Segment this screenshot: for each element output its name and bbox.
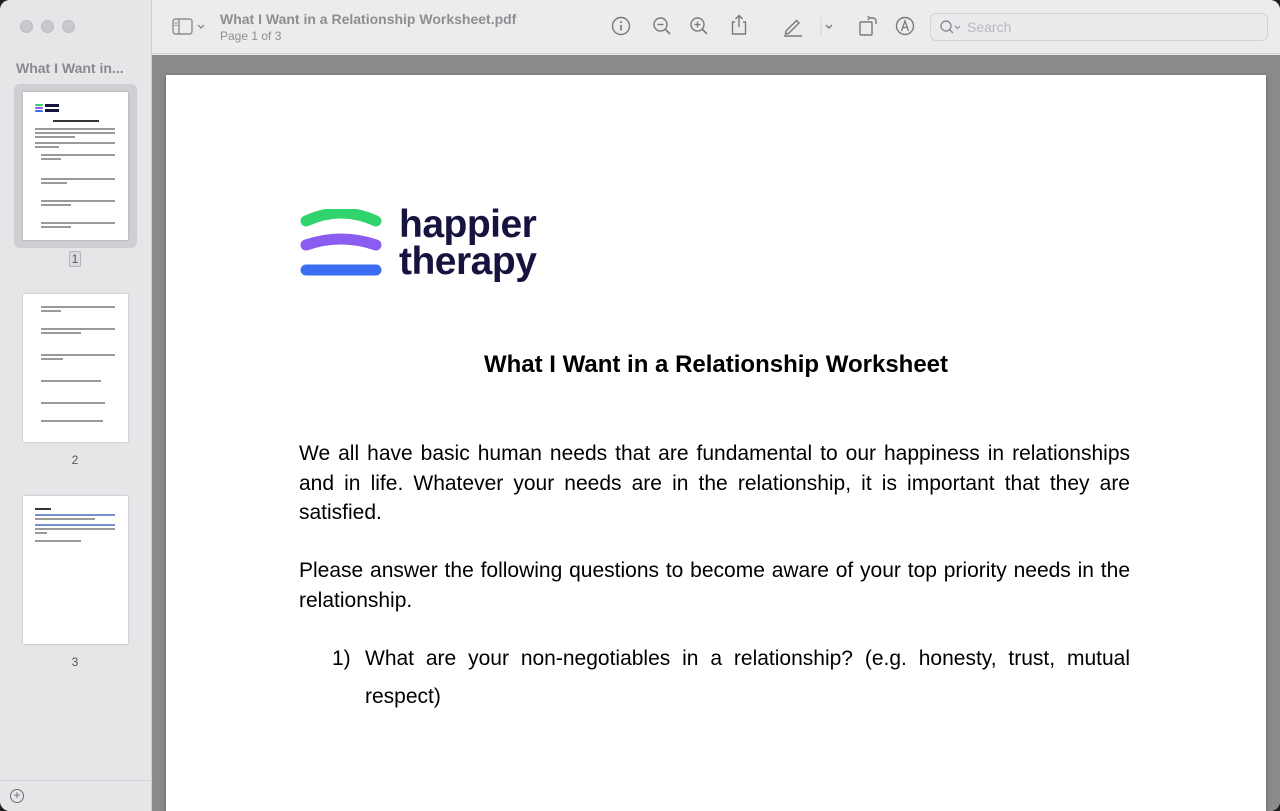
window-controls xyxy=(20,20,75,33)
rotate-button[interactable] xyxy=(857,15,879,37)
thumbnail-page-3[interactable] xyxy=(14,488,137,652)
markup-options-button[interactable] xyxy=(820,15,836,37)
question-number: 1) xyxy=(332,647,351,670)
zoom-in-button[interactable] xyxy=(688,15,710,37)
document-viewer[interactable] xyxy=(152,55,1280,811)
instructions-paragraph: Please answer the following questions to become aware of your top priority needs in the relationship. xyxy=(299,559,1130,612)
zoom-window-button[interactable] xyxy=(62,20,75,33)
add-page-button[interactable]: + xyxy=(10,789,24,803)
thumbnail-page-number: 1 xyxy=(69,251,81,267)
chevron-down-icon xyxy=(820,15,836,37)
sidebar-toggle-button[interactable] xyxy=(172,17,208,42)
rotate-icon xyxy=(857,15,879,37)
thumbnail-page-number: 2 xyxy=(71,453,79,467)
document-title: What I Want in a Relationship Worksheet.pdf xyxy=(220,11,517,27)
brand-line-2: therapy xyxy=(399,240,537,283)
share-button[interactable] xyxy=(728,13,750,35)
zoom-in-icon xyxy=(688,15,710,37)
close-window-button[interactable] xyxy=(20,20,33,33)
search-icon xyxy=(939,19,963,42)
minimize-window-button[interactable] xyxy=(41,20,54,33)
sidebar-title: What I Want in... xyxy=(16,60,124,76)
toolbar xyxy=(152,0,1280,54)
thumbnail-sidebar xyxy=(0,0,152,811)
sidebar-icon xyxy=(172,17,208,37)
intro-paragraph: We all have basic human needs that are fundamental to our happiness in relationships and in life. Whatever your needs are in the relationship, it is important that they are satisfied. xyxy=(299,442,1130,524)
sidebar-divider xyxy=(0,780,152,781)
thumbnail-image xyxy=(23,92,128,240)
search-input[interactable] xyxy=(967,19,1247,35)
thumbnail-image xyxy=(23,294,128,442)
brand-line-1: happier xyxy=(399,203,537,246)
search-field[interactable] xyxy=(930,13,1268,41)
thumbnail-page-2[interactable] xyxy=(14,286,137,450)
happier-therapy-logo-icon xyxy=(300,209,384,279)
pdf-page xyxy=(166,75,1266,811)
markup-circle-icon xyxy=(894,15,916,37)
pen-icon xyxy=(782,15,804,37)
zoom-out-icon xyxy=(651,15,673,37)
share-icon xyxy=(728,13,750,37)
thumbnail-page-number: 3 xyxy=(71,655,79,669)
thumbnail-page-1[interactable] xyxy=(14,84,137,248)
zoom-out-button[interactable] xyxy=(651,15,673,37)
info-icon xyxy=(610,15,632,37)
worksheet-title: What I Want in a Relationship Worksheet xyxy=(483,351,949,378)
page-indicator: Page 1 of 3 xyxy=(220,29,282,43)
question-text: What are your non-negotiables in a relationship? (e.g. honesty, trust, mutual respect) xyxy=(365,647,1130,708)
thumbnail-image xyxy=(23,496,128,644)
info-button[interactable] xyxy=(610,15,632,37)
brand-name xyxy=(399,203,537,283)
markup-button[interactable] xyxy=(782,15,804,37)
annotate-button[interactable] xyxy=(894,15,916,37)
